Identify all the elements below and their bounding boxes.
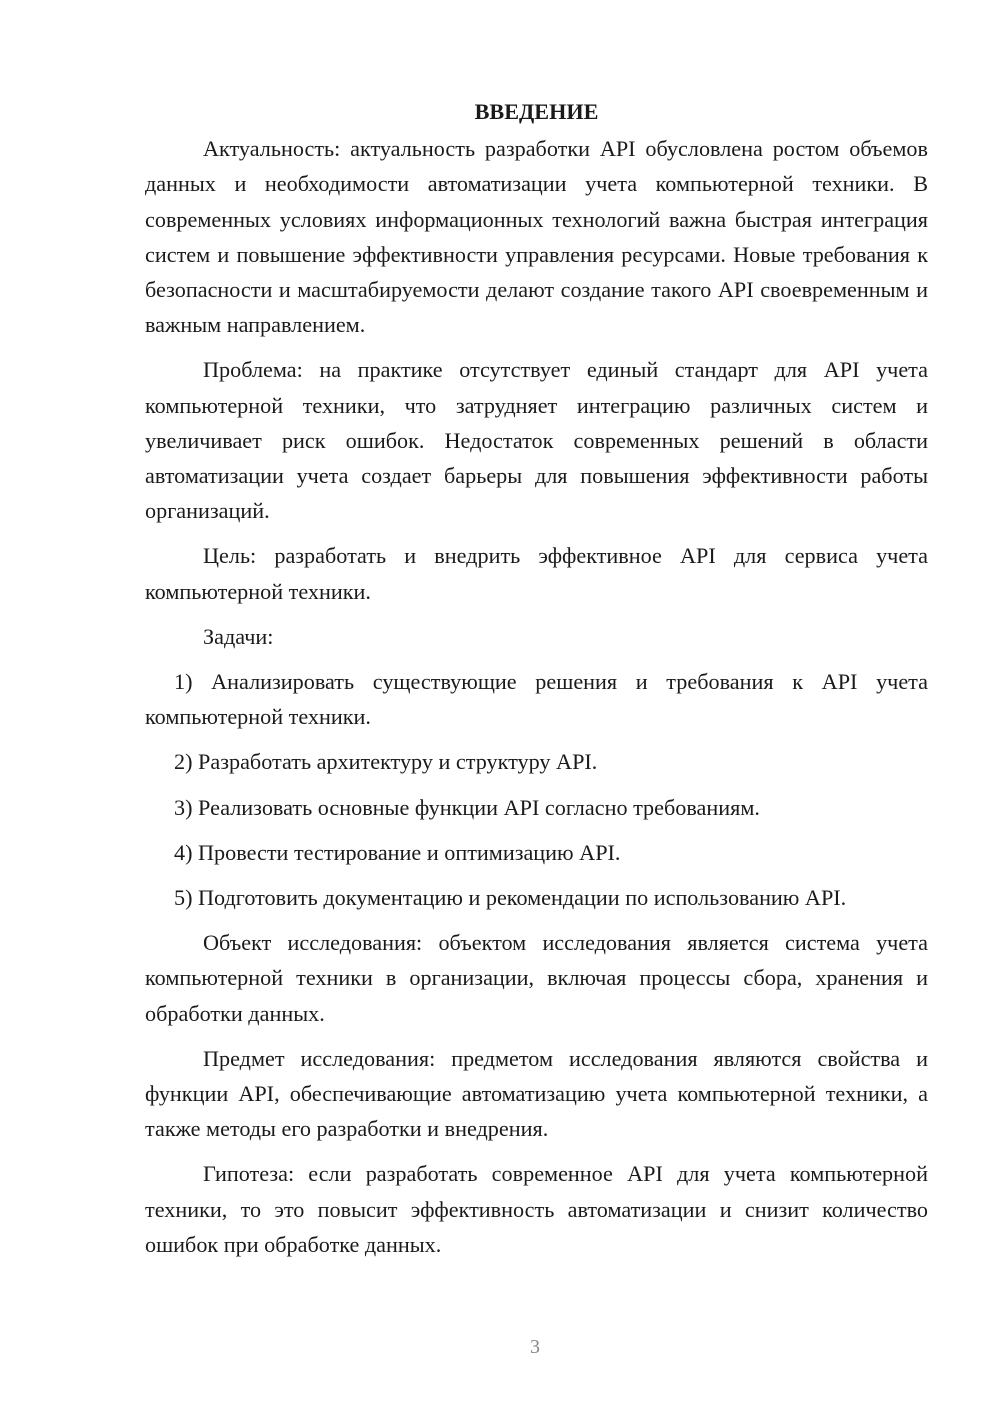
page-number: 3 <box>530 1336 540 1358</box>
paragraph-tasks-label: Задачи: <box>203 623 274 649</box>
task-item-2: 2) Разработать архитектуру и структуру API. <box>174 749 598 775</box>
paragraph-goal: Цель: разработать и внедрить эффективное API для сервиса учета компьютерной техники. <box>145 543 928 604</box>
task-item-4: 4) Провести тестирование и оптимизацию API. <box>174 839 621 865</box>
section-heading: ВВЕДЕНИЕ <box>474 99 599 124</box>
paragraph-problem: Проблема: на практике отсутствует единый стандарт для API учета компьютерной техники, что затрудняет интеграцию различных систем и увеличивает риск ошибок. Недостаток современных решений в области автоматизации учета создает барьеры для повышения эффективности работы организаций. <box>145 357 928 524</box>
paragraph-object: Объект исследования: объектом исследования является система учета компьютерной техники в организации, включая процессы сбора, хранения и обработки данных. <box>145 930 928 1026</box>
paragraph-subject: Предмет исследования: предметом исследования являются свойства и функции API, обеспечивающие автоматизацию учета компьютерной техники, а также методы его разработки и внедрения. <box>145 1045 928 1142</box>
page-content <box>145 94 928 1262</box>
paragraph-relevance: Актуальность: актуальность разработки API обусловлена ростом объемов данных и необходимости автоматизации учета компьютерной техники. В современных условиях информационных технологий важна быстрая интеграция систем и повышение эффективности управления ресурсами. Новые требования к безопасности и масштабируемости делают создание такого API своевременным и важным направлением. <box>145 136 928 338</box>
task-item-5: 5) Подготовить документацию и рекомендации по использованию API. <box>174 885 847 911</box>
task-item-1: 1) Анализировать существующие решения и требования к API учета компьютерной техники. <box>145 669 928 730</box>
paragraph-hypothesis: Гипотеза: если разработать современное API для учета компьютерной техники, то это повысит эффективность автоматизации и снизит количество ошибок при обработке данных. <box>145 1161 928 1257</box>
task-item-3: 3) Реализовать основные функции API согласно требованиям. <box>174 794 760 820</box>
